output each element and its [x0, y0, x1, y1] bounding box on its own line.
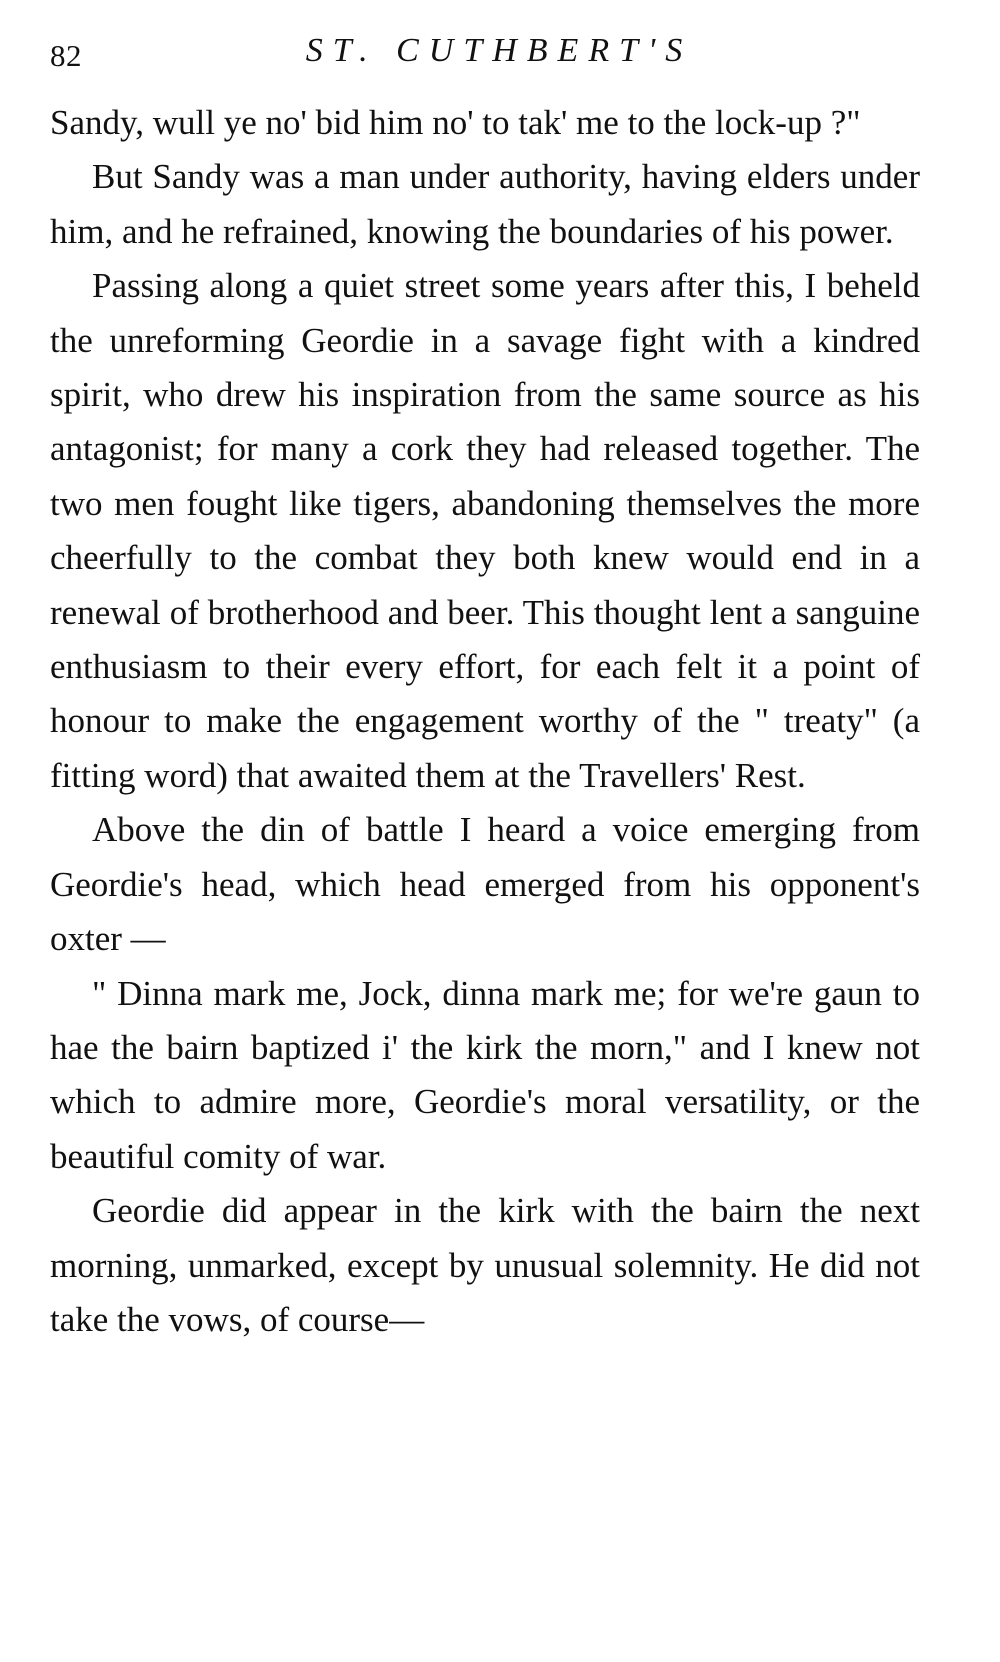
paragraph: Geordie did appear in the kirk with the bairn the next morning, unmarked, except by unusual solemnity. He did not take the vows, of course— — [50, 1191, 920, 1339]
paragraph: Passing along a quiet street some years after this, I beheld the unreforming Geordie in a savage fight with a kindred spirit, who drew his inspiration from the same source as his antagonist; for many a cork they had released together. The two men fought like tigers, abandoning themselves the more cheerfully to the combat they both knew would end in a renewal of brotherhood and beer. This thought lent a sanguine enthusiasm to their every effort, for each felt it a point of honour to make the engagement worthy of the " treaty" (a fitting word) that awaited them at the Travellers' Rest. — [50, 266, 920, 795]
book-page — [50, 28, 920, 1347]
page-number: 82 — [50, 38, 82, 73]
paragraph: " Dinna mark me, Jock, dinna mark me; for we're gaun to hae the bairn baptized i' the kirk the morn," and I knew not which to admire more, Geordie's moral versatility, or the beautiful comity of war. — [50, 973, 920, 1176]
body-text — [50, 96, 920, 1347]
paragraph-continuation: Sandy, wull ye no' bid him no' to tak' me to the lock-up ?" — [50, 103, 861, 142]
running-title: ST. CUTHBERT'S — [305, 32, 693, 69]
page-header — [50, 28, 920, 88]
paragraph: But Sandy was a man under authority, having elders under him, and he refrained, knowing the boundaries of his power. — [50, 157, 920, 251]
paragraph: Above the din of battle I heard a voice emerging from Geordie's head, which head emerged from his opponent's oxter — — [50, 810, 920, 959]
